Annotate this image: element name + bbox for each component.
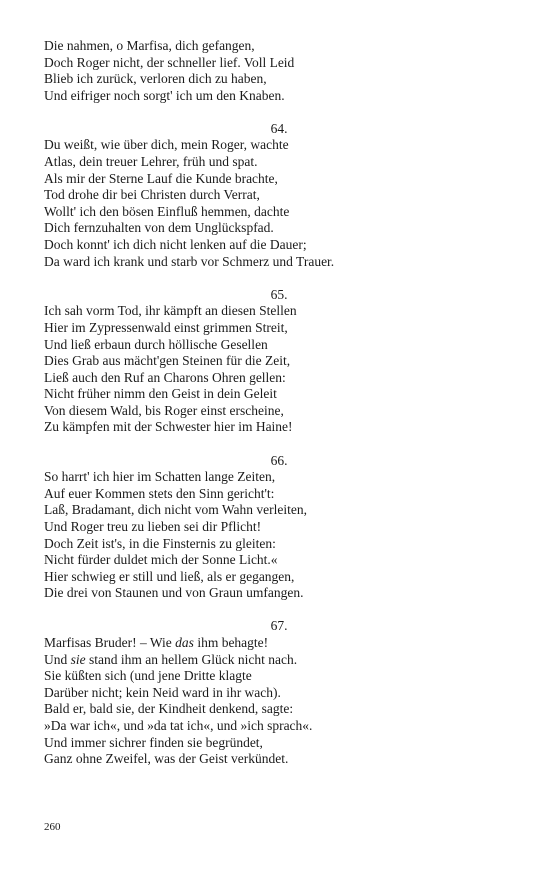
verse-line: Ich sah vorm Tod, ihr kämpft an diesen Stellen [44, 303, 297, 319]
stanza-number: 67. [270, 618, 288, 634]
page-number: 260 [44, 821, 61, 833]
verse-line: Hier im Zypressenwald einst grimmen Streit, [44, 319, 288, 335]
stanza [44, 618, 514, 767]
verse-line: Die drei von Staunen und von Graun umfangen. [44, 585, 304, 601]
stanza-number: 66. [270, 452, 288, 468]
stanza [44, 453, 514, 602]
verse-line: Blieb ich zurück, verloren dich zu haben, [44, 71, 267, 87]
verse-line: Da ward ich krank und starb vor Schmerz und Trauer. [44, 253, 335, 269]
verse-line: Sie küßten sich (und jene Dritte klagte [44, 668, 252, 684]
stanza-number: 64. [270, 120, 288, 136]
verse-line: Atlas, dein treuer Lehrer, früh und spat. [44, 154, 258, 170]
verse-line: Marfisas Bruder! – Wie das ihm behagte! [44, 635, 269, 650]
verse-line: Nicht früher nimm den Geist in dein Geleit [44, 386, 277, 402]
verse-line: Bald er, bald sie, der Kindheit denkend, sagte: [44, 701, 294, 717]
verse-line: Doch konnt' ich dich nicht lenken auf die Dauer; [44, 237, 307, 253]
verse-line: Hier schwieg er still und ließ, als er gegangen, [44, 568, 295, 584]
emphasis: sie [70, 651, 86, 667]
verse-line: Dies Grab aus mächt'gen Steinen für die Zeit, [44, 353, 291, 369]
stanza [44, 121, 514, 270]
verse-line: Nicht fürder duldet mich der Sonne Licht.« [44, 552, 278, 568]
verse-line: Doch Zeit ist's, in die Finsternis zu gleiten: [44, 535, 276, 551]
book-page [44, 38, 514, 768]
verse-line: Du weißt, wie über dich, mein Roger, wachte [44, 137, 289, 153]
verse-line: Doch Roger nicht, der schneller lief. Voll Leid [44, 54, 295, 70]
verse-line: Tod drohe dir bei Christen durch Verrat, [44, 187, 260, 203]
verse-line: Ließ auch den Ruf an Charons Ohren gellen: [44, 369, 286, 385]
verse-line: Die nahmen, o Marfisa, dich gefangen, [44, 38, 255, 53]
verse-line: Auf euer Kommen stets den Sinn gericht't: [44, 485, 275, 501]
verse-line: Darüber nicht; kein Neid ward in ihr wach). [44, 684, 281, 700]
stanza [44, 38, 514, 104]
verse-line: Ganz ohne Zweifel, was der Geist verkündet. [44, 751, 289, 767]
verse-line: Wollt' ich den bösen Einfluß hemmen, dachte [44, 203, 290, 219]
verse-line: Laß, Bradamant, dich nicht vom Wahn verleiten, [44, 502, 307, 518]
emphasis: das [175, 635, 194, 650]
verse-line: Und eifriger noch sorgt' ich um den Knaben. [44, 87, 285, 103]
stanza-number: 65. [270, 286, 288, 302]
verse-line: Zu kämpfen mit der Schwester hier im Haine! [44, 419, 293, 435]
verse-line: Und ließ erbaun durch höllische Gesellen [44, 336, 268, 352]
verse-line: Und immer sichrer finden sie begründet, [44, 734, 263, 750]
stanza [44, 287, 514, 436]
verse-line: So harrt' ich hier im Schatten lange Zeiten, [44, 469, 276, 485]
verse-line: Von diesem Wald, bis Roger einst erscheine, [44, 402, 284, 418]
verse-line: Dich fernzuhalten von dem Unglückspfad. [44, 220, 274, 236]
verse-line: Als mir der Sterne Lauf die Kunde brachte, [44, 170, 278, 186]
verse-line: Und sie stand ihm an hellem Glück nicht nach. [44, 651, 298, 667]
verse-line: Und Roger treu zu lieben sei dir Pflicht! [44, 518, 262, 534]
verse-line: »Da war ich«, und »da tat ich«, und »ich sprach«. [44, 717, 313, 733]
